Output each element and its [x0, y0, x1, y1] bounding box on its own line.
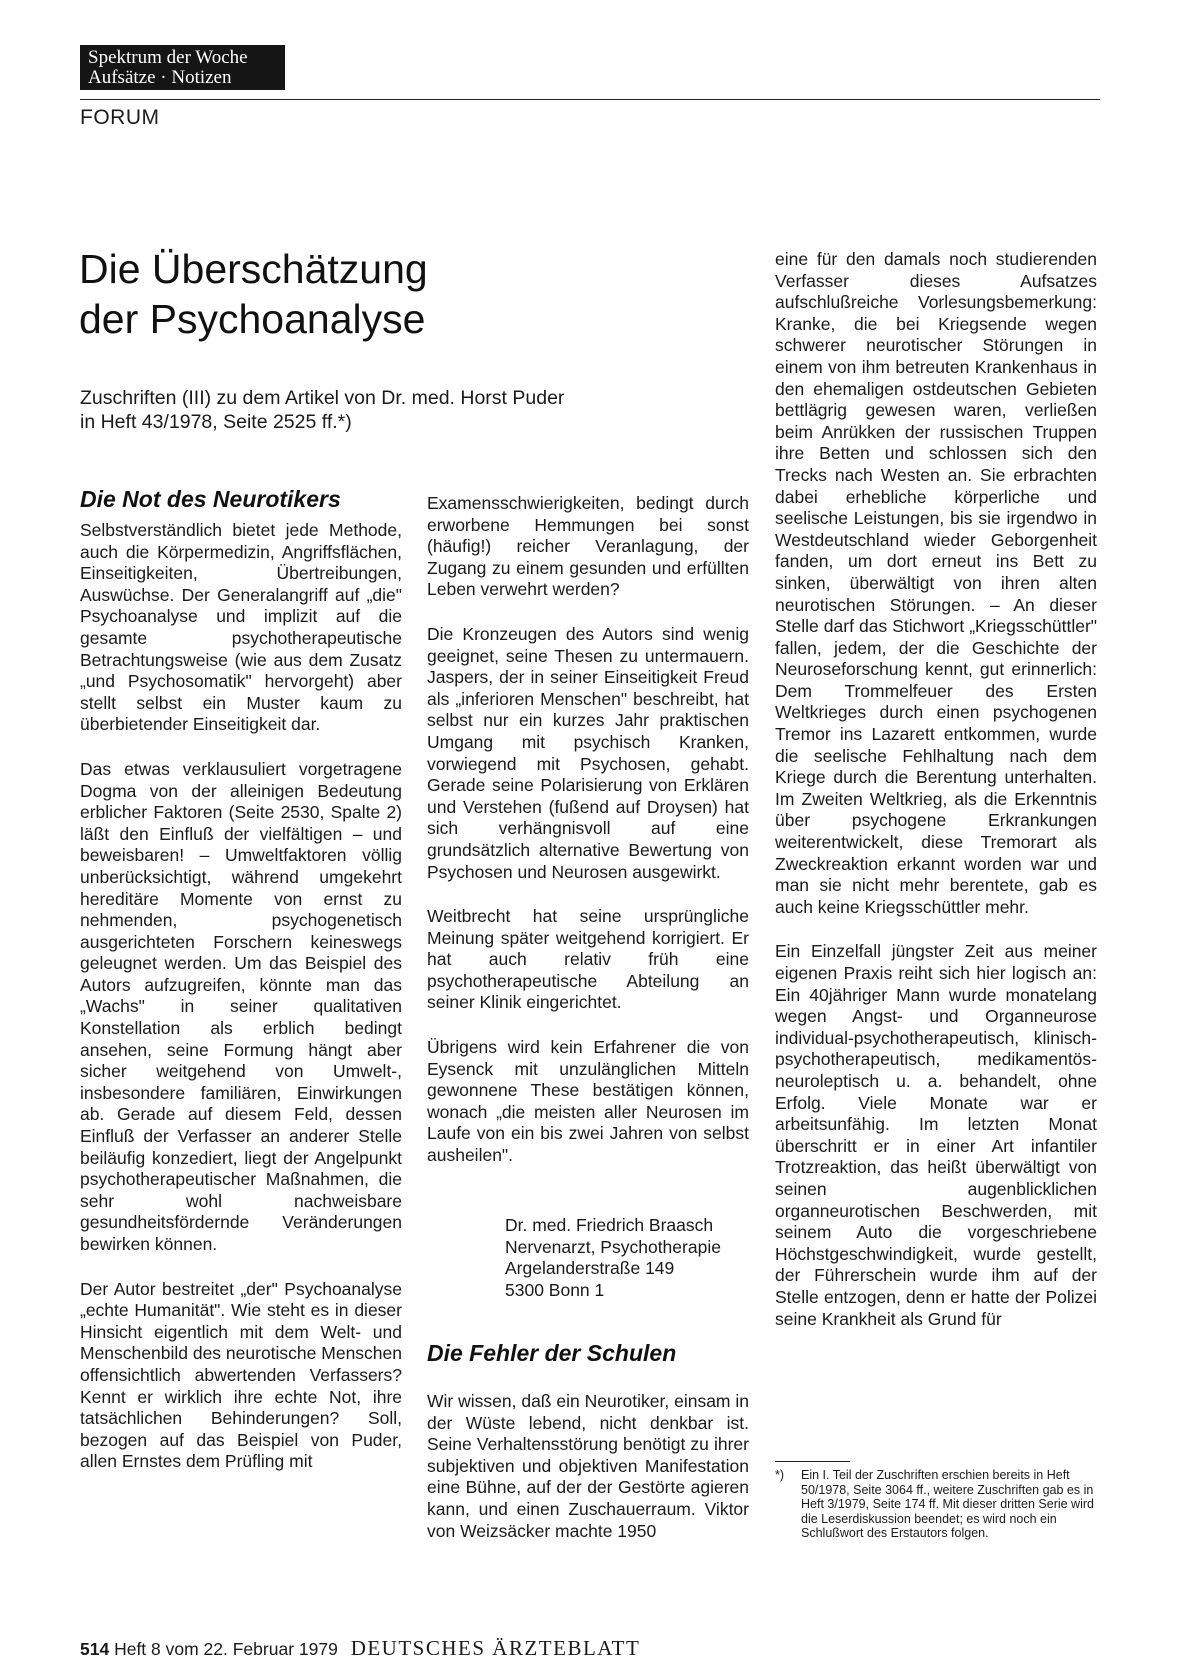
column-1 [80, 520, 402, 1496]
letter1-signature [505, 1215, 765, 1301]
section-title: FORUM [80, 106, 160, 129]
article-title [79, 244, 699, 344]
letter2-paragraph-1: Wir wissen, daß ein Neurotiker, einsam in der Wüste lebend, nicht denkbar ist. Seine Verhaltensstörung benötigt zu ihrer subjektiven und objektiven Manifestation eine Bühne, auf der der Gestörte agieren kann, und einen Zuschauerraum. Viktor von Weizsäcker machte 1950 [427, 1391, 749, 1541]
column-3 [775, 249, 1097, 1353]
letter1-paragraph-5: Die Kronzeugen des Autors sind wenig geeignet, seine Thesen zu untermauern. Jaspers, der in seiner Einseitigkeit Freud als „inferioren Menschen" beschreibt, hat selbst nur ein kurzes Jahr praktischen Umgang mit psychisch Kranken, vorwiegend mit Psychosen, gehabt. Gerade seine Polarisierung von Erklären und Verstehen (fußend auf Droysen) hat sich verhängnisvoll auf eine grundsätzlich alternative Bewertung von Psychosen und Neurosen ausgewirkt. [427, 623, 749, 882]
journal-name: DEUTSCHES ÄRZTEBLATT [350, 1636, 641, 1660]
signature-street: Argelanderstraße 149 [505, 1258, 675, 1278]
page-footer [80, 1636, 640, 1661]
issue-info: Heft 8 vom 22. Februar 1979 [114, 1639, 338, 1659]
article-title-line2: der Psychoanalyse [79, 296, 426, 342]
footnote [775, 1468, 1097, 1541]
signature-title: Nervenarzt, Psychotherapie [505, 1236, 721, 1257]
footnote-rule [775, 1461, 850, 1462]
letter2-paragraph-2: eine für den damals noch studierenden Verfasser dieses Aufsatzes aufschlußreiche Vorlesungsbemerkung: Kranke, die bei Kriegsende wegen schwerer neurotischer Störungen in einem von ihm betreuten Krankenhaus in den ehemaligen ostdeutschen Gebieten bettlägrig gewesen waren, verließen beim Anrükken der russischen Truppen ihre Betten und schlossen sich den Trecks nach Westen an. Sie erbrachten dabei erhebliche körperliche und seelische Leistungen, bis sie irgendwo in Westdeutschland wieder Geborgenheit fanden, um dort erneut ins Bett zu sinken, überwältigt von ihren alten neurotischen Störungen. – An dieser Stelle darf das Stichwort „Kriegsschüttler" fallen, jedem, der die Geschichte der Neuroseforschung kennt, gut erinnerlich: Dem Trommelfeuer des Ersten Weltkrieges durch einen psychogenen Tremor ins Lazarett entkommen, wurde die seelische Fehlhaltung nach dem Kriege durch die Berentung unterhalten. Im Zweiten Weltkrieg, als die Erkenntnis über psychogene Erkrankungen weiterentwickelt, diese Tremorart als Zweckreaktion erkannt worden war und man sie nicht mehr berentete, gab es auch keine Kriegsschüttler mehr. [775, 249, 1097, 917]
article-subtitle-line1: Zuschriften (III) zu dem Artikel von Dr. med. Horst Puder [80, 387, 565, 409]
signature-city: 5300 Bonn 1 [505, 1279, 605, 1300]
letter1-paragraph-3: Der Autor bestreitet „der" Psychoanalyse „echte Humanität". Wie steht es in dieser Hinsicht eigentlich mit dem Welt- und Menschenbild des neurotische Menschen offensichtlich abwertenden Verfassers? Kennt er wirklich ihre echte Not, ihre tatsächlichen Behinderungen? Soll, bezogen auf das Beispiel von Puder, allen Ernstes dem Prüfling mit [80, 1278, 402, 1472]
letter1-heading: Die Not des Neurotikers [80, 486, 341, 512]
footnote-text: Ein I. Teil der Zuschriften erschien bereits in Heft 50/1978, Seite 3064 ff., weitere Zuschriften gab es in Heft 3/1979, Seite 174 ff. Mit dieser dritten Serie wird die Leserdiskussion beendet; es wird noch ein Schlußwort des Erstautors folgen. [801, 1468, 1094, 1541]
letter1-paragraph-2: Das etwas verklausuliert vorgetragene Dogma von der alleinigen Bedeutung erblicher Faktoren (Seite 2530, Spalte 2) läßt den Einfluß der vielfältigen – und beweisbaren! – Umweltfaktoren völlig unberücksichtigt, während umgekehrt hereditäre Momente von ernst zu nehmenden, psychogenetisch ausgerichteten Forschern keineswegs geleugnet werden. Um das Beispiel des Autors aufzugreifen, könnte man das „Wachs" in seiner qualitativen Konstellation als erblich bedingt ansehen, seine Formung hängt aber sicher weitgehend von Umwelt-, insbesondere familiären, Einwirkungen ab. Gerade auf diesem Feld, dessen Einfluß der Verfasser an anderer Stelle beiläufig konzediert, liegt der Angelpunkt psychotherapeutischer Maßnahmen, die sehr wohl nachweisbare gesundheitsfördernde Veränderungen bewirken können. [80, 758, 402, 1254]
column-2-lower [427, 1391, 749, 1565]
section-label-line1: Spektrum der Woche [88, 47, 248, 68]
signature-name: Dr. med. Friedrich Braasch [505, 1215, 714, 1235]
article-subtitle [80, 386, 680, 434]
page-number: 514 [80, 1639, 110, 1659]
section-label-box [80, 45, 285, 90]
section-label-line2: Aufsätze · Notizen [88, 67, 232, 88]
letter2-paragraph-3: Ein Einzelfall jüngster Zeit aus meiner eigenen Praxis reiht sich hier logisch an: Ein 40jähriger Mann wurde monatelang wegen Angst- und Organneurose individual-psychotherapeutisch, klinisch-psychotherapeutisch, medikamentös-neuroleptisch u. a. behandelt, ohne Erfolg. Viele Monate war er arbeitsunfähig. Im letzten Monat überschritt er in einer Art infantiler Trotzreaktion, das heißt überwältigt von seinen augenblicklichen organneurotischen Beschwerden, mit seinem Auto die vorgeschriebene Höchstgeschwindigkeit, wurde gestellt, der Führerschein wurde ihm auf der Stelle entzogen, denn er hatte der Polizei seine Krankheit als Grund für [775, 941, 1097, 1329]
column-2 [427, 493, 749, 1190]
letter1-paragraph-4: Examensschwierigkeiten, bedingt durch erworbene Hemmungen bei sonst (häufig!) reicher Veranlagung, der Zugang zu einem gesunden und erfüllten Leben verwehrt werden? [427, 493, 749, 600]
article-title-line1: Die Überschätzung [79, 246, 428, 292]
header-rule [80, 99, 1100, 100]
letter1-paragraph-1: Selbstverständlich bietet jede Methode, auch die Körpermedizin, Angriffsflächen, Einseitigkeiten, Übertreibungen, Auswüchse. Der Generalangriff auf „die" Psychoanalyse und implizit auf die gesamte psychotherapeutische Betrachtungsweise (wie aus dem Zusatz „und Psychosomatik" hervorgeht) aber stellt selbst ein Muster kaum zu überbietender Einseitigkeit dar. [80, 520, 402, 735]
footnote-mark: *) [775, 1468, 785, 1482]
article-subtitle-line2: in Heft 43/1978, Seite 2525 ff.*) [80, 411, 352, 433]
letter2-heading: Die Fehler der Schulen [427, 1340, 677, 1366]
letter1-paragraph-6: Weitbrecht hat seine ursprüngliche Meinung später weitgehend korrigiert. Er hat auch relativ früh eine psychotherapeutische Abteilung an seiner Klinik eingerichtet. [427, 906, 749, 1013]
letter1-paragraph-7: Übrigens wird kein Erfahrener die von Eysenck mit unzulänglichen Mitteln gewonnene These bestätigen können, wonach „die meisten aller Neurosen im Laufe von ein bis zwei Jahren von selbst ausheilen". [427, 1037, 749, 1166]
